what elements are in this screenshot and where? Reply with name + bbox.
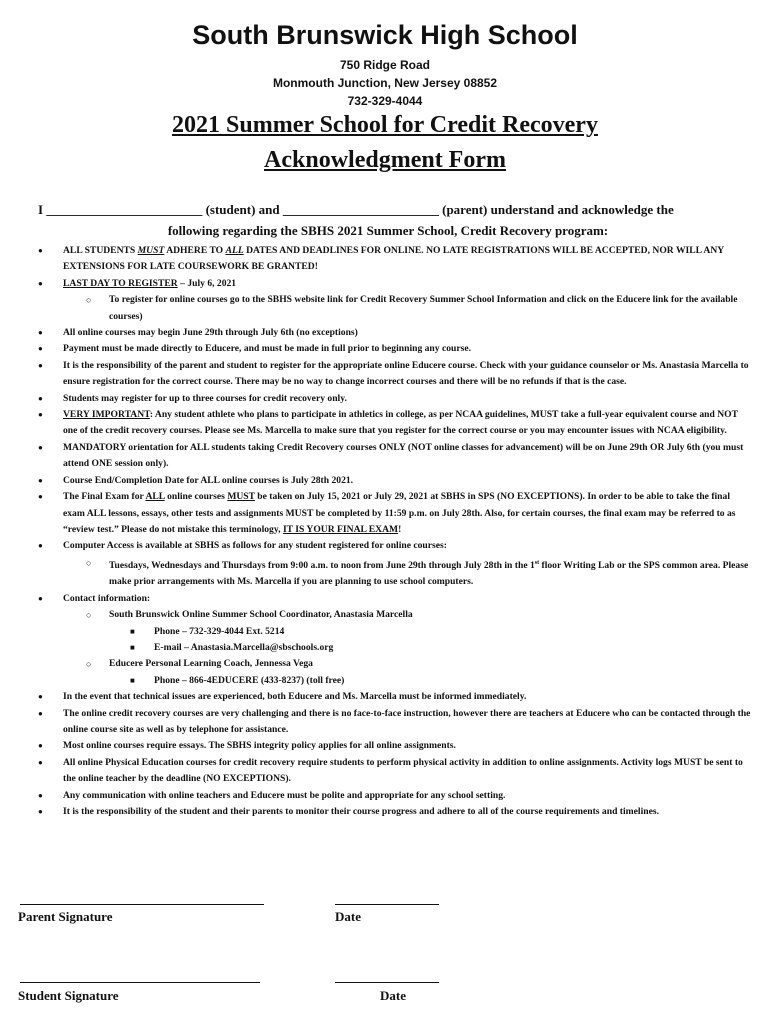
parent-date-label: Date: [335, 909, 361, 924]
rule-communication: ● Any communication with online teachers and Educere must be polite and appropriate for any school setting.: [0, 788, 770, 804]
rule-course-start: ● All online courses may begin June 29th through July 6th (no exceptions): [0, 325, 770, 341]
address-city: Monmouth Junction, New Jersey 08852: [272, 76, 498, 90]
student-date-label: Date: [380, 988, 406, 1003]
address-street: 750 Ridge Road: [339, 58, 431, 72]
rule-computer-access: ● Computer Access is available at SBHS as follows for any student registered for online courses:: [0, 538, 770, 554]
student-name-blank[interactable]: ________________________: [46, 202, 203, 217]
rules-list: [0, 243, 770, 820]
parent-label: (parent) understand and acknowledge the: [442, 202, 674, 217]
computer-access-hours: ○ Tuesdays, Wednesdays and Thursdays from 9:00 a.m. to noon from June 29th through July 28th in the 1st floor Writing Lab or the SPS common area. Please make prior arrangements with Ms. Marcella if you are planning to use school computers.: [0, 555, 770, 591]
intro-prefix: I: [38, 202, 44, 217]
form-title: 2021 Summer School for Credit Recovery: [172, 112, 598, 138]
acknowledgment-line-2: following regarding the SBHS 2021 Summer School, Credit Recovery program:: [167, 223, 609, 238]
rule-technical-issues: ● In the event that technical issues are experienced, both Educere and Ms. Marcella must be informed immediately.: [0, 689, 770, 705]
student-date-line[interactable]: [335, 982, 439, 983]
rule-essays-integrity: ● Most online courses require essays. The SBHS integrity policy applies for all online assignments.: [0, 738, 770, 754]
school-name: South Brunswick High School: [192, 20, 578, 50]
rule-contact-information: ● Contact information:: [0, 591, 770, 607]
rule-ncaa-eligibility: ● VERY IMPORTANT: Any student athlete who plans to participate in athletics in college, as per NCAA guidelines, MUST take a full-year equivalent course and NOT one of the credit recovery courses. Please see Ms. Marcella to make sure that you register for the correct course or you may encounter issues with NCAA eligibility.: [0, 407, 770, 440]
parent-signature-line[interactable]: [20, 904, 264, 905]
rule-orientation: ● MANDATORY orientation for ALL students taking Credit Recovery courses ONLY (NOT online classes for advancement) will be on June 29th OR July 6th (you must attend ONE session only).: [0, 440, 770, 473]
rule-progress-monitoring: ● It is the responsibility of the student and their parents to monitor their course progress and adhere to all of the course requirements and timelines.: [0, 804, 770, 820]
rule-registration-deadline: ● LAST DAY TO REGISTER – July 6, 2021: [0, 276, 770, 292]
student-label: (student) and: [205, 202, 280, 217]
rule-completion-date: ● Course End/Completion Date for ALL online courses is July 28th 2021.: [0, 473, 770, 489]
acknowledgment-line-1: [38, 199, 738, 220]
contact-learning-coach: ○ Educere Personal Learning Coach, Jennessa Vega: [0, 656, 770, 672]
rule-final-exam: ● The Final Exam for ALL online courses MUST be taken on July 15, 2021 or July 29, 2021 at SBHS in SPS (NO EXCEPTIONS). In order to be able to take the final exam ALL lessons, essays, other tests and assignments MUST be completed by 11:59 p.m. on July 28th. Also, for certain courses, the final exam may be referred to as “review test.” Please do not mistake this terminology, IT IS YOUR FINAL EXAM!: [0, 489, 770, 538]
rule-physical-education: ● All online Physical Education courses for credit recovery require students to perform physical activity in addition to online assignments. Activity logs MUST be sent to the online teacher by the deadline (NO EXCEPTIONS).: [0, 755, 770, 788]
parent-date-line[interactable]: [335, 904, 439, 905]
rule-registration-instructions: ○ To register for online courses go to the SBHS website link for Credit Recovery Summer School Information and click on the Educere link for the available courses): [0, 292, 770, 325]
acknowledgment-statement: [38, 199, 738, 241]
rule-course-difficulty: ● The online credit recovery courses are very challenging and there is no face-to-face instruction, however there are teachers at Educere who can be contacted through the online course site as well as by telephone for assistance.: [0, 706, 770, 739]
contact-coordinator-phone: ■ Phone – 732-329-4044 Ext. 5214: [0, 624, 770, 640]
contact-coordinator-email[interactable]: ■ E-mail – Anastasia.Marcella@sbschools.org: [0, 640, 770, 656]
rule-payment: ● Payment must be made directly to Educere, and must be made in full prior to beginning any course.: [0, 341, 770, 357]
rule-registration-responsibility: ● It is the responsibility of the parent and student to register for the appropriate online Educere course. Check with your guidance counselor or Ms. Anastasia Marcella to ensure registration for the correct course. There may be no way to change incorrect courses and there will be no refunds if that is the case.: [0, 358, 770, 391]
school-phone: 732-329-4044: [347, 94, 423, 108]
rule-course-limit: ● Students may register for up to three courses for credit recovery only.: [0, 391, 770, 407]
rule-deadlines: ● ALL STUDENTS MUST ADHERE TO ALL DATES AND DEADLINES FOR ONLINE. NO LATE REGISTRATIONS WILL BE ACCEPTED, NOR WILL ANY EXTENSIONS FOR LATE COURSEWORK BE GRANTED!: [0, 243, 770, 276]
student-signature-line[interactable]: [20, 982, 260, 983]
contact-learning-coach-phone: ■ Phone – 866-4EDUCERE (433-8237) (toll free): [0, 673, 770, 689]
parent-name-blank[interactable]: ________________________: [282, 202, 439, 217]
form-subtitle: Acknowledgment Form: [264, 147, 506, 173]
parent-signature-label: Parent Signature: [18, 909, 113, 924]
student-signature-label: Student Signature: [18, 988, 119, 1003]
contact-coordinator: ○ South Brunswick Online Summer School Coordinator, Anastasia Marcella: [0, 607, 770, 623]
